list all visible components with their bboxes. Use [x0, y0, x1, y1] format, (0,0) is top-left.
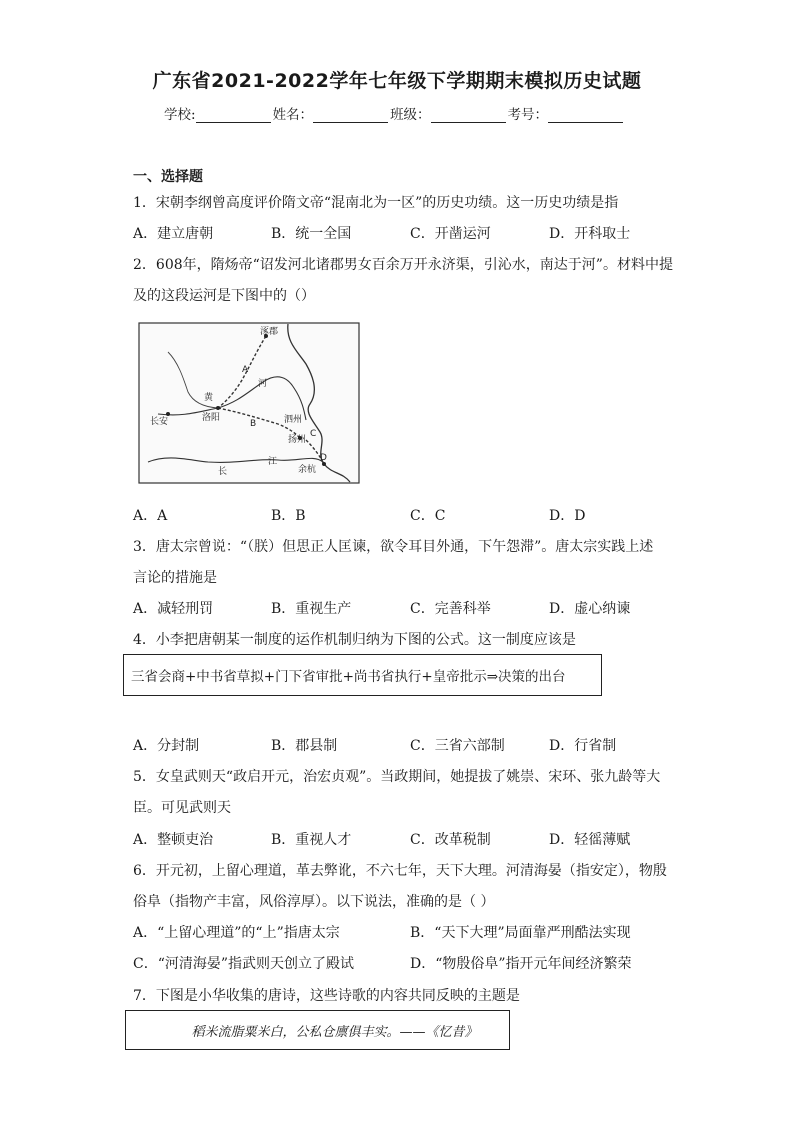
q5-stem-line1: 5．女皇武则天“政启开元，治宏贞观”。当政期间，她提拔了姚崇、宋环、张九龄等大	[133, 769, 661, 785]
name-label: 姓名：	[272, 107, 314, 123]
q2-stem-line1: 2．608年，隋炀帝“诏发河北诸郡男女百余万开永济渠，引沁水，南达于河”。材料中提	[133, 257, 673, 273]
q6-stem-line1: 6．开元初，上留心理道，革去弊讹，不六七年，天下大理。河清海晏（指安定），物殷	[133, 863, 667, 879]
class-label: 班级：	[390, 107, 431, 123]
map-label-huang: 黄	[204, 393, 214, 403]
q6-option-b: B．“天下大理”局面靠严刑酷法实现	[410, 925, 631, 941]
map-label-luoyang: 洛阳	[202, 413, 221, 423]
q5-stem-line2: 臣。可见武则天	[133, 800, 231, 816]
q4-stem: 4．小李把唐朝某一制度的运作机制归纳为下图的公式。这一制度应该是	[133, 632, 576, 648]
q4-option-a: A．分封制	[133, 738, 200, 754]
q6-option-c: C．“河清海晏”指武则天创立了殿试	[133, 956, 355, 972]
q1-option-a: A．建立唐朝	[133, 226, 214, 242]
q2-option-d: D．D	[549, 508, 586, 524]
q3-option-b: B．重视生产	[271, 601, 352, 617]
q5-option-d: D．轻徭薄赋	[549, 832, 631, 848]
map-label-yuhang: 余杭	[298, 465, 317, 475]
map-label-b: B	[250, 419, 257, 429]
student-info-row	[164, 103, 625, 123]
map-label-sizhou: 泗州	[284, 415, 303, 425]
map-label-changan: 长安	[150, 417, 169, 427]
q3-stem-line2: 言论的措施是	[133, 570, 217, 586]
q4-option-d: D．行省制	[549, 738, 617, 754]
map-label-a: A	[242, 365, 249, 375]
q1-stem: 1．宋朝李纲曾高度评价隋文帝“混南北为一区”的历史功绩。这一历史功绩是指	[133, 195, 619, 211]
q3-stem-line1: 3．唐太宗曾说：“（朕）但思正人匡谏，欲令耳目外通，下午怨滞”。唐太宗实践上述	[133, 539, 654, 555]
map-label-he: 河	[258, 379, 268, 389]
q6-option-d: D．“物殷俗阜”指开元年间经济繁荣	[410, 956, 632, 972]
class-blank	[431, 107, 506, 123]
exam-title: 广东省2021-2022学年七年级下学期期末模拟历史试题	[152, 70, 642, 92]
school-label: 学校:	[164, 107, 196, 123]
id-blank	[548, 107, 623, 123]
map-label-yangzhou: 扬州	[288, 435, 307, 445]
q5-option-b: B．重视人才	[271, 832, 352, 848]
map-label-chang: 长	[218, 467, 228, 477]
q1-option-d: D．开科取士	[549, 226, 631, 242]
q6-stem-line2: 俗阜（指物产丰富，风俗淳厚）。以下说法，准确的是（ ）	[133, 894, 495, 910]
q4-option-b: B．郡县制	[271, 738, 338, 754]
section-title: 一、选择题	[133, 169, 203, 185]
school-blank	[196, 107, 271, 123]
q7-poem: 稻米流脂粟米白，公私仓廪俱丰实。——《忆昔》	[191, 1024, 478, 1040]
q7-poem-box	[125, 1010, 510, 1050]
q3-option-d: D．虚心纳谏	[549, 601, 631, 617]
q4-formula: 三省会商+中书省草拟+门下省审批+尚书省执行+皇帝批示⇒决策的出台	[131, 669, 566, 685]
map-label-jiang: 江	[268, 457, 278, 467]
q5-option-a: A．整顿吏治	[133, 832, 214, 848]
map-label-c: C	[310, 429, 317, 439]
q4-formula-box	[123, 654, 602, 696]
q2-option-a: A．A	[133, 508, 168, 524]
q2-stem-line2: 及的这段运河是下图中的（）	[133, 288, 315, 304]
q4-option-c: C．三省六部制	[410, 738, 505, 754]
q2-option-b: B．B	[271, 508, 306, 524]
q1-option-c: C．开凿运河	[410, 226, 491, 242]
q6-option-a: A．“上留心理道”的“上”指唐太宗	[133, 925, 340, 941]
q3-option-a: A．减轻刑罚	[133, 601, 214, 617]
map-label-zhuojun: 涿郡	[260, 327, 279, 337]
q5-option-c: C．改革税制	[410, 832, 491, 848]
q3-option-c: C．完善科举	[410, 601, 491, 617]
q2-option-c: C．C	[410, 508, 446, 524]
id-label: 考号：	[507, 107, 549, 123]
q7-stem: 7．下图是小华收集的唐诗，这些诗歌的内容共同反映的主题是	[133, 988, 520, 1004]
canal-map	[138, 322, 360, 484]
q1-option-b: B．统一全国	[271, 226, 352, 242]
map-label-d: D	[320, 453, 327, 463]
name-blank	[313, 107, 388, 123]
